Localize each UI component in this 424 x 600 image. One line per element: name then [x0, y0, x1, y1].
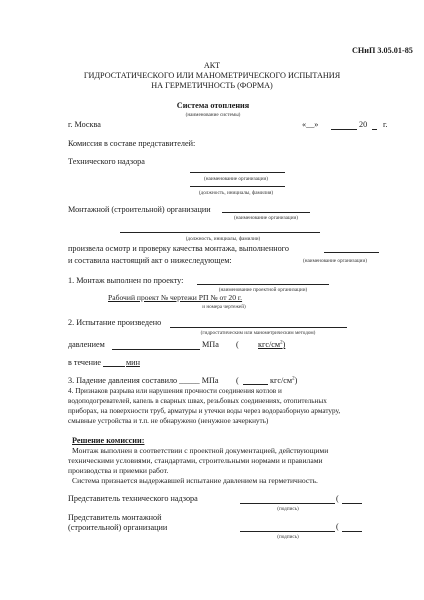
tech-rep-label: Представитель технического надзора	[68, 494, 198, 503]
install-org-caption: (наименование организации)	[234, 215, 298, 221]
install-rep-sign-caption: (подпись)	[277, 534, 299, 540]
item1-text: 1. Монтаж выполнен по проекту:	[68, 276, 184, 285]
act-subtitle-line2: НА ГЕРМЕТИЧНОСТЬ (ФОРМА)	[151, 81, 273, 90]
tech-rep-sign-caption: (подпись)	[277, 506, 299, 512]
pressure-label: давлением	[68, 340, 105, 349]
pressure-kgf-unit: кгс/$см^2$)	[258, 340, 286, 349]
commission-intro: Комиссия в составе представителей:	[68, 139, 196, 148]
install-org-line	[222, 212, 310, 213]
install-rep-name-line	[342, 531, 362, 532]
item3-kgf-unit: кгс/$см^2$)	[270, 376, 298, 385]
install-rep-paren: (	[336, 522, 339, 531]
inspection-text: произвела осмотр и проверку качества монтажа, выполненного	[68, 244, 289, 253]
pressure-mpa-unit: МПа	[202, 340, 219, 349]
install-rep-sign-line	[240, 531, 335, 532]
tech-rep-paren: (	[336, 494, 339, 503]
project-org-line	[197, 284, 329, 285]
system-caption: (наименование системы)	[185, 112, 241, 118]
performer-org-caption: (наименование организации)	[303, 258, 367, 264]
date-year: 20	[359, 120, 368, 129]
performer-org-line	[324, 252, 379, 253]
test-method-caption: (гидростатическим или манометрическим методом)	[200, 330, 316, 336]
duration-label: в течение	[68, 358, 102, 367]
tech-person-caption: (должность, инициалы, фамилия)	[198, 190, 274, 196]
document-code: СНиП 3.05.01-85	[352, 46, 413, 55]
duration-unit: мин	[126, 358, 140, 367]
duration-line	[103, 366, 125, 367]
tech-rep-sign-line	[240, 503, 335, 504]
tech-supervision-label: Технического надзора	[68, 157, 145, 166]
decision-line2: техническими условиями, стандартами, строительными нормами и правилами	[68, 456, 323, 465]
decision-line3: производства и приемки работ.	[68, 466, 169, 475]
tech-org-caption: (наименование организации)	[204, 176, 268, 182]
install-person-caption: (должность, инициалы, фамилии)	[185, 236, 261, 242]
act-statement: и составила настоящий акт о нижеследующем:	[68, 256, 232, 265]
decision-title: Решение комиссии:	[72, 436, 145, 445]
project-org-caption: (наименование проектной организации)	[218, 287, 308, 293]
item3-kgf-paren: (	[236, 376, 239, 385]
city-label: г. Москва	[68, 120, 101, 129]
decision-line1: Монтаж выполнен в соответствии с проектной документацией, действующими	[72, 446, 329, 455]
item4-line3: приборах, на поверхности труб, арматуры и утечки воды через водоразборную арматуру,	[68, 407, 341, 415]
act-subtitle-line1: ГИДРОСТАТИЧЕСКОГО ИЛИ МАНОМЕТРИЧЕСКОГО ИСПЫТАНИЯ	[83, 71, 341, 80]
item4-line4: смывные устройства и т.п. не обнаружено (ненужное зачеркнуть)	[68, 417, 269, 425]
date-day: «__»	[302, 120, 319, 129]
date-month-line	[331, 129, 357, 130]
pressure-mpa-line	[112, 349, 200, 350]
item3-kgf-line	[243, 384, 268, 385]
install-rep-label2: (строительной) организации	[68, 523, 168, 532]
date-year-line	[372, 129, 377, 130]
decision-line4: Система признается выдержавшей испытание давлением на герметичность.	[72, 476, 318, 485]
tech-org-line	[190, 172, 285, 173]
item3-text: 3. Падение давления составило _____ МПа	[68, 376, 219, 385]
date-year-suffix: г.	[383, 120, 388, 129]
item4-line2: водоподогревателей, капель в сварных швах, резьбовых соединениях, отопительных	[68, 397, 327, 405]
install-rep-label1: Представитель монтажной	[68, 513, 162, 522]
system-name: Система отопления	[176, 101, 250, 110]
test-method-line	[170, 327, 347, 328]
tech-rep-name-line	[342, 503, 362, 504]
act-title: АКТ	[203, 61, 221, 70]
project-line: Рабочий проект № чертежи РП № от 20 г.	[108, 293, 243, 302]
drawings-caption: и номера чертежей)	[202, 304, 246, 310]
pressure-kgf-paren: (	[236, 340, 239, 349]
install-person-line	[120, 232, 320, 233]
item2-text: 2. Испытание произведено	[68, 318, 162, 327]
item4-line1: 4. Признаков разрыва или нарушения прочности соединения котлов и	[68, 387, 282, 395]
tech-person-line	[190, 186, 285, 187]
install-org-label: Монтажной (строительной) организации	[68, 205, 211, 214]
